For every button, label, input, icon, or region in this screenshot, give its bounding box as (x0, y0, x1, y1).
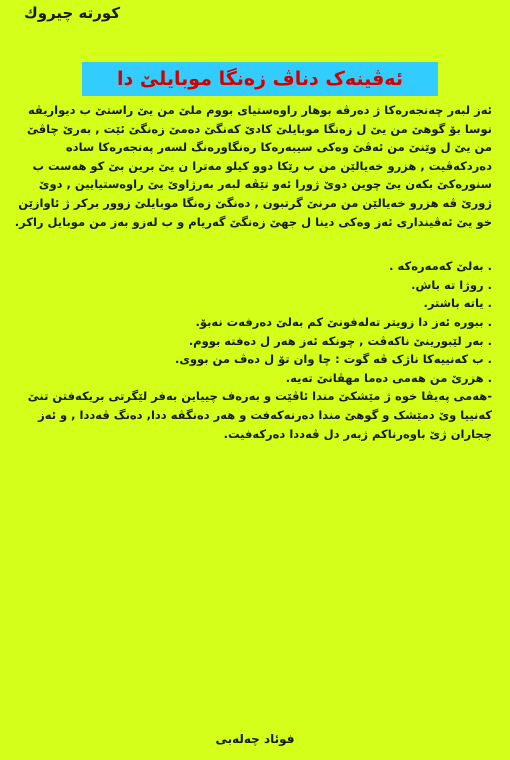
dialogue-line: . روژا تە باش. (411, 277, 492, 292)
story-title: ئەڤینەک دناڤ زەنگا موبایلێ دا (117, 68, 403, 90)
dialogue-list (12, 257, 492, 387)
closing-paragraph: -هەمی پەیڤا خوە ژ مێشکێ مندا ئاڤێت و بەرەف چییاین بەفر لێگرتی بریکەفتن تنێ کەنییا وێ دمێشک و گوهێ مندا دەرنەکەفت و هەر دەنگڤە ددا, دەنگ ڤەددا , و ئەز چجاران ژێ باوەرناکم ژبەر دل ڤەددا دەرکەفیت. (27, 389, 492, 441)
dialogue-line: . ب کەنییەکا ناژک ڤە گوت : چا وان تۆ ل دەڤ من بووی. (174, 352, 492, 367)
dialogue-line: . ببوره ئەز دا زویتر تەلەفونێ کم بەلێ دەرفەت نەبۆ. (195, 314, 492, 329)
dialogue-line: . بەر لێبورینێ ناکەڤت , چونکە ئەز هەر ل دەفتە بووم. (188, 333, 492, 348)
title-banner (82, 62, 438, 96)
dialogue-line: . بەلێ کەمەرەکە . (389, 259, 492, 274)
genre-label: كورته چیروك (24, 4, 121, 22)
dialogue-line: . هزرێ من هەمی دەما مهڤانێ تەیە. (285, 370, 492, 385)
author-signature: فوئاد چەلەبی (215, 732, 295, 746)
story-body (12, 101, 492, 443)
dialogue-line: . یاتە باشتر. (423, 296, 492, 311)
paragraph-gap (12, 231, 492, 257)
opening-paragraph: ئەز لبەر چەنجەرەکا ژ دەرڤە بوهار راوەستیای بووم ملێ من یێ راستێ ب دیواریڤە نوسا بۆ گوهێ من یێ ل زەنگا موبایلێ کادێ کەنگێ دەمێ زەنگێ ئێت , بەرێ چاڤێ من یێ ل وێنێ من ئەڤێ وەکی سیبەرەکا رەنگاورەنگ لسەر پەنجەرەکا سادە دەردکەڤیت , هزرو خەیالێن من ب رێکا دوو کیلو مەترا ن یێ برین بێ کو هەست ب سنورەکێ بکەن یێ چوین دوێ ژورا ئەو تێڤە لبەر بەرژاوێ یێ راوەستیایین , دوێ ژورێ ڤە هزرو خەیالێن من مرنێ گرتبون , دەنگێ زەنگا موبایلێ زوور برکر ژ ئاوازێن خو یێ ئەڤینداری ئەز وەکی دینا ل جهێ زەنگێ گەریام و ب لەزو بەز من موبایل راکر. (14, 103, 492, 229)
